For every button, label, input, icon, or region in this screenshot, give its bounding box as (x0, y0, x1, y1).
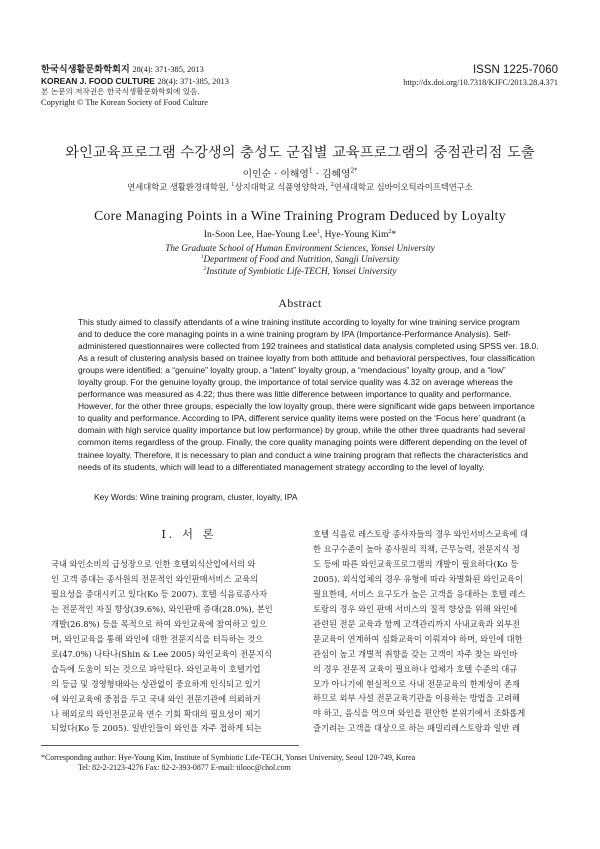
body-text-line: 에 와인교육에 중점을 두고 국내 와인 전문기관에 의뢰하거 (51, 693, 261, 704)
author-en-1-sup: 1 (316, 228, 320, 235)
doi-link[interactable]: http://dx.doi.org/10.7318/KJFC/2013.28.4.371 (403, 78, 558, 87)
affil-en-2: Department of Food and Nutrition, Sangji University (203, 254, 400, 265)
affil-en-sup-1: 1 (200, 254, 204, 261)
body-text-line: 하므로 외부 사설 전문교육기관을 이용하는 방법을 고려해 (313, 693, 521, 704)
abstract-line: However, for the other three groups, especially the low loyalty group, there were significant wide gaps between importance (78, 401, 535, 412)
affil-en-2-line (0, 254, 600, 265)
copyright-en: Copyright © The Korean Society of Food Culture (41, 97, 208, 107)
body-text-line: 필요한데, 서비스 요구도가 높은 고객을 응대하는 호텔 레스 (313, 588, 526, 599)
body-text-line: 의 경우 전문적 교육이 필요하나 업체가 호텔 수준의 대규 (313, 663, 518, 674)
body-text-line: 도 등에 따른 와인교육프로그램의 개발이 필요하다(Ko 등 (313, 558, 519, 569)
body-text-line: 로(47.0%) 나타나(Shin & Lee 2005) 와인교육이 전문지식 (51, 648, 272, 659)
footnote (41, 753, 415, 774)
abstract-line: This study aimed to classify attendants of a wine training institute according to loyalty for wine training service program (78, 317, 520, 327)
footnote-corresponding: *Corresponding author: Hye-Young Kim, Institute of Symbiotic Life-TECH, Yonsei University, Seoul 120-749, Korea (41, 753, 416, 762)
body-text-line: 의 등급 및 경영형태와는 상관없이 중요하게 인식되고 있기 (51, 678, 261, 689)
author-en-2-star: * (391, 229, 397, 240)
affiliations-en (0, 243, 600, 277)
body-text-line: 모가 아니기에 현실적으로 사내 전문교육의 한계성이 존재 (313, 678, 521, 689)
affil-ko-2: 상지대학교 식품영양학과, (234, 182, 331, 192)
keywords: Key Words: Wine training program, cluster, loyalty, IPA (94, 492, 298, 502)
body-text-line: 필요성을 증대시키고 있다(Ko 등 2007). 호텔 식음료종사자 (51, 588, 268, 599)
abstract-title: Abstract (278, 296, 322, 310)
journal-line-en (41, 76, 229, 88)
section-heading-introduction: Ⅰ. 서 론 (161, 527, 217, 541)
body-text-line: 나 해외로의 와인전문교육 연수 기회 확대의 필요성이 제기 (51, 708, 261, 719)
author-en-2: , Hye-Young Kim (319, 229, 389, 240)
abstract-line: trainee loyalty. Therefore, it is necessary to plan and conduct a wine training program that reflects the characteristics and (78, 449, 528, 460)
abstract-line: performance was measured as 4.22; thus there was little difference between importance to quality and performance. (78, 389, 512, 400)
affil-ko-sup-2: 2 (330, 182, 334, 189)
body-text-line: 야 하고, 음식을 먹으며 와인을 편안한 분위기에서 조화롭게 (313, 708, 526, 719)
author-ko-sep: · (312, 169, 323, 180)
author-ko-2: 김혜영 (322, 169, 351, 180)
affil-ko-sup-1: 1 (231, 182, 235, 189)
authors-en (0, 229, 600, 240)
author-en-2-sup: 2 (388, 228, 392, 235)
affil-en-1: The Graduate School of Human Environment Sciences, Yonsei University (165, 243, 435, 253)
journal-line-ko (41, 64, 229, 76)
abstract-line: and to deduce the core managing points in a wine training program by IPA (Importance-Performance Analysis). Self- (78, 329, 511, 340)
title-ko: 와인교육프로그램 수강생의 충성도 군집별 교육프로그램의 중점관리점 도출 (65, 145, 535, 161)
author-ko-2-sup: 2* (350, 167, 358, 175)
abstract-line: to quality and performance. According to IPA, different service quality items were posted on the ‘Focus here’ quadrant (a (78, 413, 526, 424)
body-text-line: 즐기려는 고객을 대상으로 하는 패밀리레스토랑과 일반 레 (313, 723, 521, 734)
journal-header (41, 64, 229, 108)
body-text-line: 는 전문적인 자질 향상(39.6%), 와인판매 증대(28.0%), 본인 (51, 603, 273, 614)
title-en: Core Managing Points in a Wine Training Program Deduced by Loyalty (94, 208, 506, 223)
body-text-line: 국내 와인소비의 급성장으로 인한 호텔외식산업에서의 와 (51, 559, 256, 569)
journal-name-ko: 한국식생활문화학회지 (41, 64, 130, 74)
issn-block (403, 64, 558, 87)
body-text-line: 개발(26.8%) 등을 목적으로 하여 와인교육에 참여하고 있으 (51, 618, 267, 629)
body-column-left (41, 557, 298, 736)
abstract-line: domain with high service quality importance but low performance) by group, while the other three quadrants had several (78, 425, 525, 436)
abstract-line: loyalty group. For the genuine loyalty group, the importance of total service quality was 4.32 on average whereas the (78, 377, 513, 388)
author-ko-1: 이인순 · 이해영 (242, 169, 309, 180)
footnote-divider (41, 745, 299, 746)
body-column-right (313, 527, 570, 736)
abstract-line: needs of its students, which will lead to a differentiated management strategy according to the level of loyalty. (78, 461, 485, 472)
body-text-line: 관련된 전문 교육과 함께 고객관리까지 사내교육과 외부전 (313, 618, 521, 629)
author-en-1: In-Soon Lee, Hae-Young Lee (203, 229, 317, 240)
affil-en-3-line (0, 266, 600, 277)
abstract-line: administered questionnaires were collected from 192 trainees and statistical data analysis completed using SPSS ver. 18.0. (78, 341, 539, 352)
affil-en-sup-2: 2 (203, 265, 207, 272)
footnote-contact: Tel: 82-2-2123-4276 Fax: 82-2-393-0877 E-mail: tilooc@chol.com (78, 763, 291, 773)
authors-ko (0, 166, 600, 180)
abstract-line: groups were identified: a “genuine” loyalty group, a “latent” loyalty group, a “mendacious” loyalty group, and a “low” (78, 365, 506, 376)
body-text-line: 관심이 높고 개별적 취향을 갖는 고객이 자주 찾는 와인바 (313, 648, 518, 659)
body-text-line: 습득에 도움이 되는 것으로 파악된다. 와인교육이 호텔기업 (51, 663, 261, 674)
abstract-body (78, 316, 539, 473)
body-text-line: 한 요구수준이 높아 종사원의 직책, 근무능력, 전문지식 정 (313, 543, 520, 554)
author-ko-1-sup: 1 (308, 167, 313, 175)
issn: ISSN 1225-7060 (472, 64, 558, 76)
journal-volume-en: 28(4): 371-385, 2013 (157, 76, 229, 86)
journal-volume-ko: 28(4): 371-385, 2013 (132, 65, 204, 74)
affil-ko-3: 연세대학교 심바이오틱라이프텍연구소 (333, 182, 473, 192)
affil-ko-1: 연세대학교 생활환경대학원, (127, 182, 232, 192)
body-text-line: 2005). 외식업체의 경우 유형에 따라 차별화된 와인교육이 (313, 573, 523, 584)
journal-name-en: KOREAN J. FOOD CULTURE (41, 75, 155, 86)
affil-en-3: Institute of Symbiotic Life-TECH, Yonsei University (206, 265, 397, 276)
abstract-line: As a result of clustering analysis based on trainee loyalty from both attitude and behavioral perspectives, four classification (78, 353, 535, 364)
body-text-line: 문교육이 연계하여 심화교육이 이뤄져야 하며, 와인에 대한 (313, 633, 523, 644)
abstract-line: common items regardless of the group. Finally, the core quality managing points were different depending on the level of (78, 437, 527, 448)
body-text-line: 며, 와인교육을 통해 와인에 대한 전문지식을 터득하는 것으 (51, 633, 264, 644)
body-text-line: 되었다(Ko 등 2005). 일반인들이 와인을 자주 접하게 되는 (51, 723, 262, 734)
body-text-line: 인 고객 증대는 종사원의 전문적인 와인판매서비스 교육의 (51, 573, 259, 584)
copyright-ko: 본 논문의 저작권은 한국식생활문화학회에 있음. (41, 87, 200, 97)
affiliations-ko (0, 181, 600, 193)
body-text-line: 토랑의 경우 와인 판매 서비스의 질적 향상을 위해 와인에 (313, 603, 518, 614)
body-text-line: 호텔 식음료 레스토랑 종사자들의 경우 와인서비스교육에 대 (313, 529, 528, 539)
